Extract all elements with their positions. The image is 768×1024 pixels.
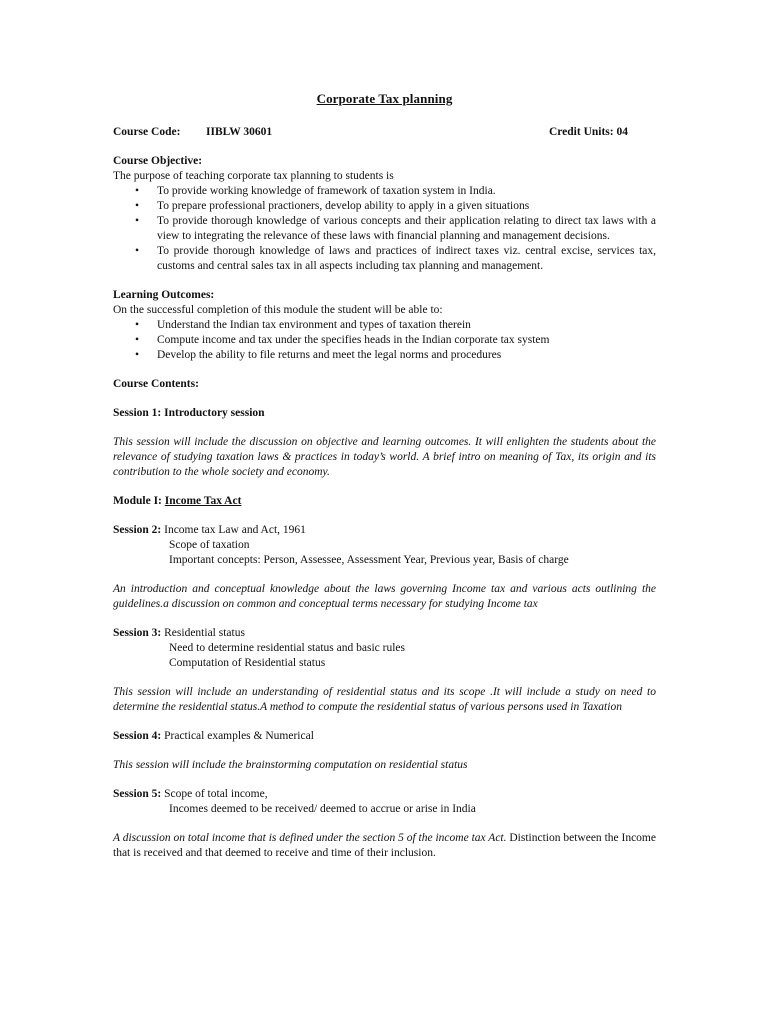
session-5-description: A discussion on total income that is defined under the section 5 of the income tax Act. Distinction between the Income that is received and that deemed to receive and time of their inclusion. [113, 832, 656, 859]
course-code-label: Course Code: [113, 126, 181, 138]
session-2-label: Session 2: [113, 524, 162, 536]
course-code-row [113, 125, 656, 140]
session-5-label: Session 5: [113, 788, 162, 800]
outcomes-heading: Learning Outcomes: [113, 289, 215, 301]
session-1-description: This session will include the discussion on objective and learning outcomes. It will enlighten the students about the relevance of studying taxation laws & practices in today’s world. A brief intro on meaning of Tax, its origin and its contribution to the whole society and economy. [113, 436, 656, 478]
session-2-line-1: Session 2: Income tax Law and Act, 1961 [113, 524, 306, 536]
list-item: • To provide thorough knowledge of laws and practices of indirect taxes viz. central excise, services tax, customs and central sales tax in all aspects including tax planning and management. [113, 244, 656, 274]
list-item: • To provide thorough knowledge of various concepts and their application relating to direct tax laws with a view to integrating the relevance of these laws with financial planning and management decisions. [113, 214, 656, 244]
page-title: Corporate Tax planning [316, 91, 453, 106]
session-4-line-1: Session 4: Practical examples & Numerical [113, 730, 314, 742]
module-1-name: Income Tax Act [164, 495, 242, 507]
session-3-description: This session will include an understanding of residential status and its scope .It will include a study on need to determine the residential status.A method to compute the residential status of various persons used in Taxation [113, 686, 656, 713]
session-2-line-2: Scope of taxation [169, 539, 250, 551]
session-5-line-1: Session 5: Scope of total income, [113, 788, 268, 800]
contents-heading: Course Contents: [113, 378, 199, 390]
session-4-label: Session 4: [113, 730, 162, 742]
document-page [113, 91, 656, 861]
objective-list [113, 184, 656, 274]
list-item: • Compute income and tax under the specifies heads in the Indian corporate tax system [113, 333, 656, 348]
credit-units: Credit Units: 04 [548, 126, 628, 138]
session-2-description: An introduction and conceptual knowledge about the laws governing Income tax and various acts outlining the guidelines.a discussion on common and conceptual terms necessary for studying Income tax [113, 583, 656, 610]
course-code-value: IIBLW 30601 [206, 126, 273, 138]
outcomes-list [113, 318, 656, 363]
session-3-line-3: Computation of Residential status [169, 657, 326, 669]
session-1-heading: Session 1: Introductory session [113, 407, 265, 419]
module-1-heading [113, 494, 656, 509]
session-5-line-2: Incomes deemed to be received/ deemed to accrue or arise in India [169, 803, 476, 815]
list-item: • To provide working knowledge of framework of taxation system in India. [113, 184, 656, 199]
outcomes-intro: On the successful completion of this module the student will be able to: [113, 304, 443, 316]
objective-intro: The purpose of teaching corporate tax planning to students is [113, 170, 394, 182]
list-item: • Develop the ability to file returns and meet the legal norms and procedures [113, 348, 656, 363]
session-3-line-1: Session 3: Residential status [113, 627, 245, 639]
session-3-label: Session 3: [113, 627, 162, 639]
list-item: • Understand the Indian tax environment and types of taxation therein [113, 318, 656, 333]
session-4-description: This session will include the brainstorming computation on residential status [113, 759, 468, 771]
objective-heading: Course Objective: [113, 155, 203, 167]
session-3-line-2: Need to determine residential status and basic rules [169, 642, 405, 654]
list-item: • To prepare professional practioners, develop ability to apply in a given situations [113, 199, 656, 214]
session-2-line-3: Important concepts: Person, Assessee, Assessment Year, Previous year, Basis of charge [169, 554, 569, 566]
module-1-label: Module I: [113, 495, 162, 507]
